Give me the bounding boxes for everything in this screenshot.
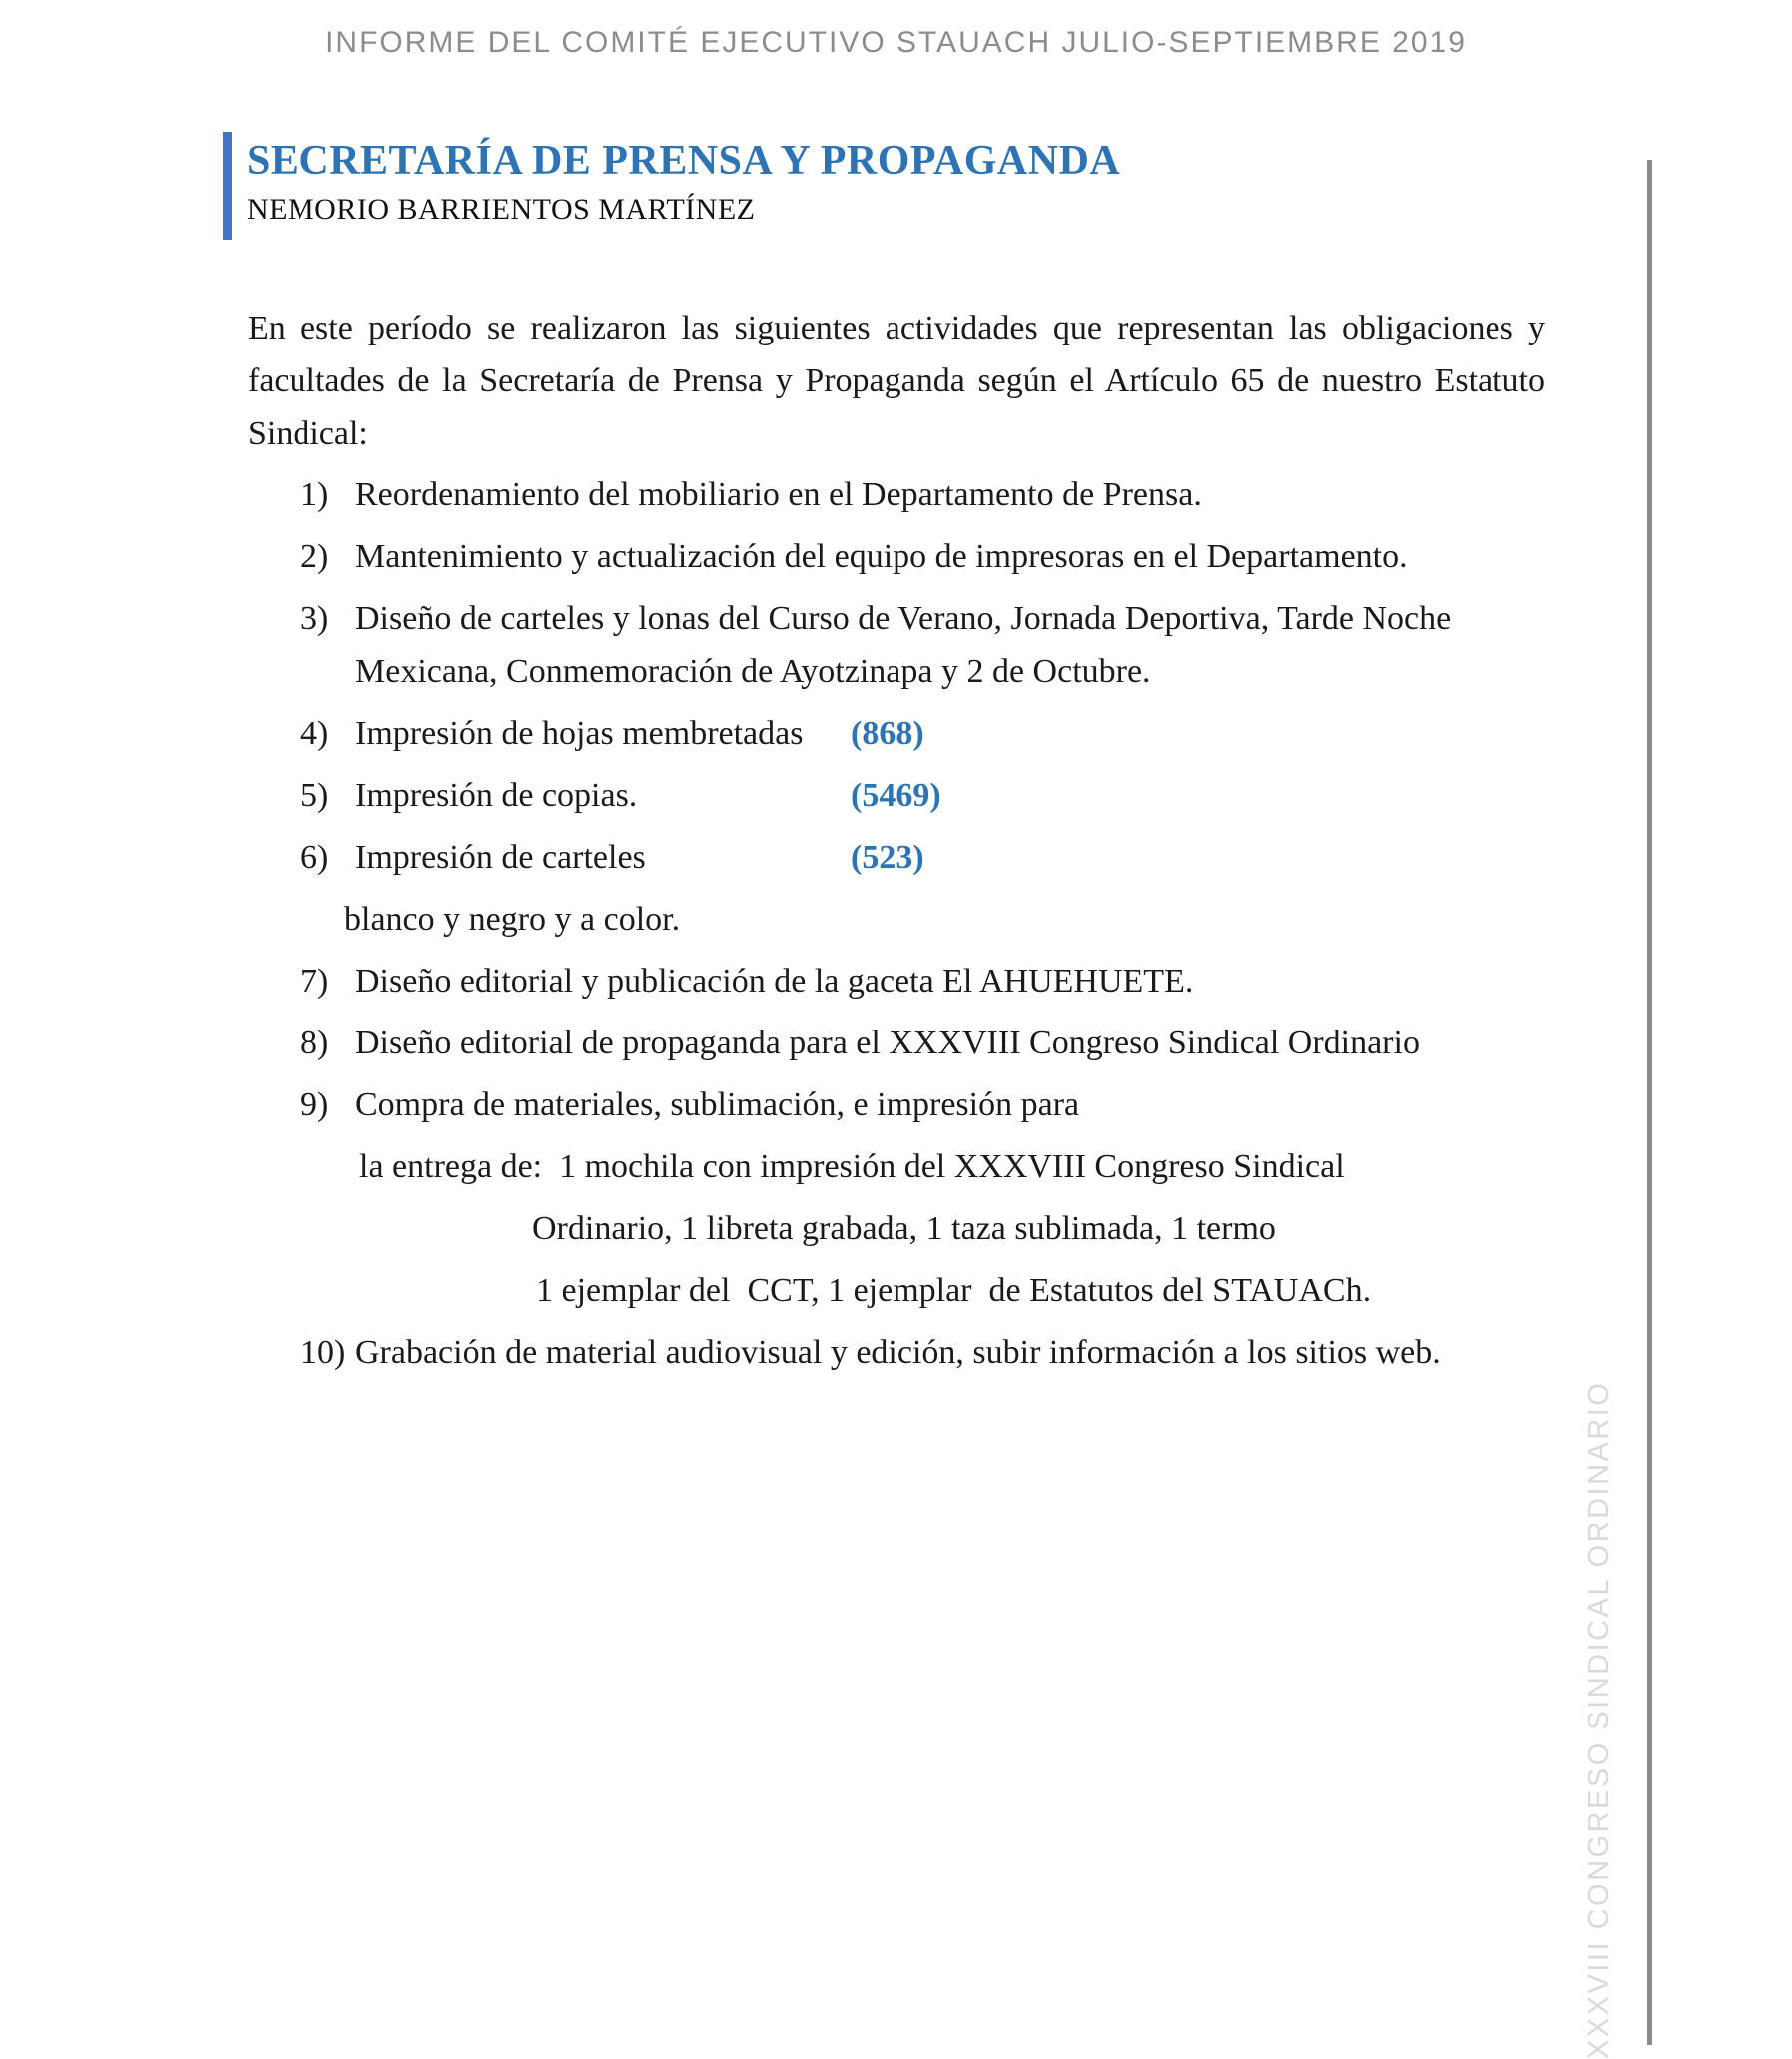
section-heading-block xyxy=(223,132,1245,240)
list-item-number: 1) xyxy=(300,476,329,513)
list-item xyxy=(248,468,1545,521)
list-item-continuation xyxy=(532,1202,1545,1255)
count-badge: (523) xyxy=(851,839,924,876)
count-badge: (5469) xyxy=(851,777,941,814)
list-item-continuation xyxy=(536,1264,1545,1317)
list-item-text: Impresión de hojas membretadas xyxy=(355,715,804,752)
list-item-text: Compra de materiales, sublimación, e impresión para xyxy=(355,1086,1080,1123)
count-badge: (868) xyxy=(851,715,924,752)
list-item-number: 7) xyxy=(300,963,329,1000)
list-item-text: Ordinario, 1 libreta grabada, 1 taza sublimada, 1 termo xyxy=(532,1210,1276,1247)
list-item-text: Diseño de carteles y lonas del Curso de Verano, Jornada Deportiva, Tarde Noche xyxy=(355,600,1452,637)
list-item-continuation xyxy=(344,893,1545,946)
list-item-number: 2) xyxy=(300,538,329,575)
activities-list xyxy=(248,468,1545,1379)
list-item-text: Impresión de copias. xyxy=(355,777,638,814)
intro-paragraph: En este período se realizaron las siguientes actividades que representan las obligaciones y facultades de la Secretaría de Prensa y Propaganda según el Artículo 65 de nuestro Estatuto Sindical: xyxy=(248,310,1545,452)
list-item-text: blanco y negro y a color. xyxy=(344,901,681,938)
list-item xyxy=(248,592,1545,698)
list-item xyxy=(248,530,1545,583)
list-item-number: 4) xyxy=(300,715,329,752)
list-item-number: 9) xyxy=(300,1086,329,1123)
list-item-text: Diseño editorial y publicación de la gaceta El AHUEHUETE. xyxy=(355,963,1194,1000)
list-item-text: Reordenamiento del mobiliario en el Departamento de Prensa. xyxy=(355,476,1202,513)
list-item-text: 1 ejemplar del CCT, 1 ejemplar de Estatutos del STAUACh. xyxy=(536,1272,1372,1309)
list-item-text: Impresión de carteles xyxy=(355,839,646,876)
right-margin-rule xyxy=(1647,160,1652,2045)
list-item xyxy=(248,831,1545,884)
list-item-text: la entrega de: 1 mochila con impresión del XXXVIII Congreso Sindical xyxy=(359,1148,1345,1185)
list-item-text: Mexicana, Conmemoración de Ayotzinapa y 2 de Octubre. xyxy=(355,653,1151,690)
list-item-number: 3) xyxy=(300,600,329,637)
list-item-number: 8) xyxy=(300,1025,329,1061)
list-item xyxy=(248,1017,1545,1069)
list-item xyxy=(248,1078,1545,1131)
list-item-continuation xyxy=(359,1140,1545,1193)
report-header: INFORME DEL COMITÉ EJECUTIVO STAUACH JULIO-SEPTIEMBRE 2019 xyxy=(325,26,1467,59)
list-item-text: Mantenimiento y actualización del equipo de impresoras en el Departamento. xyxy=(355,538,1408,575)
list-item xyxy=(248,769,1545,822)
list-item xyxy=(248,1326,1545,1379)
document-body xyxy=(248,302,1545,1379)
list-item-number: 6) xyxy=(300,839,329,876)
list-item-number: 5) xyxy=(300,777,329,814)
list-item-text: Grabación de material audiovisual y edición, subir información a los sitios web. xyxy=(355,1334,1441,1371)
list-item xyxy=(248,955,1545,1008)
list-item xyxy=(248,707,1545,760)
list-item-number: 10) xyxy=(300,1334,346,1371)
list-item-text: Diseño editorial de propaganda para el XXXVIII Congreso Sindical Ordinario xyxy=(355,1025,1420,1061)
sidebar-vertical-text: XXXVIII CONGRESO SINDICAL ORDINARIO xyxy=(1583,1380,1615,2059)
section-title: SECRETARÍA DE PRENSA Y PROPAGANDA xyxy=(247,138,1121,184)
section-subtitle-name: NEMORIO BARRIENTOS MARTÍNEZ xyxy=(247,193,756,226)
